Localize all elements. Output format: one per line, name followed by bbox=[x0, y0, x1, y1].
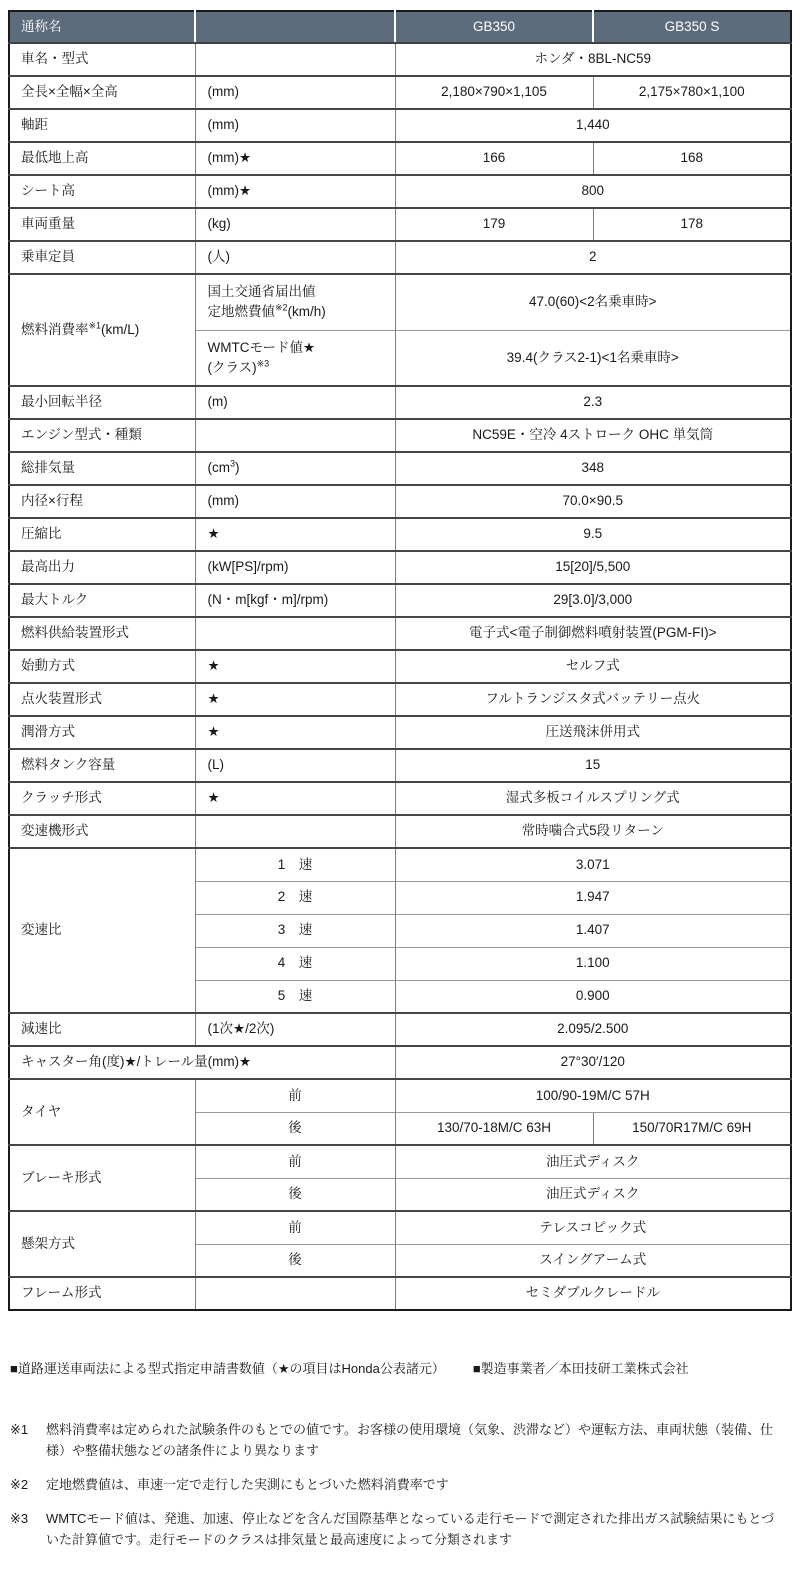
spec-table-body bbox=[9, 43, 791, 1310]
spec-cell-unit: ★ bbox=[195, 650, 395, 683]
source-notes bbox=[8, 1359, 791, 1379]
spec-cell-unit: (mm)★ bbox=[195, 142, 395, 175]
spec-cell-value: 常時噛合式5段リターン bbox=[395, 815, 791, 848]
spec-cell-value: 15 bbox=[395, 749, 791, 782]
spec-cell-value: 39.4(クラス2-1)<1名乗車時> bbox=[395, 330, 791, 386]
spec-cell-unit bbox=[195, 815, 395, 848]
spec-cell-label: エンジン型式・種類 bbox=[9, 419, 195, 452]
spec-cell-label: 内径×行程 bbox=[9, 485, 195, 518]
spec-cell-unit: (L) bbox=[195, 749, 395, 782]
table-row bbox=[9, 1145, 791, 1178]
table-row bbox=[9, 485, 791, 518]
spec-cell-value: 湿式多板コイルスプリング式 bbox=[395, 782, 791, 815]
spec-cell-label: 最大トルク bbox=[9, 584, 195, 617]
spec-cell-unit: (kg) bbox=[195, 208, 395, 241]
spec-cell-label: クラッチ形式 bbox=[9, 782, 195, 815]
table-row bbox=[9, 848, 791, 881]
table-row bbox=[9, 584, 791, 617]
spec-cell-value: 2.3 bbox=[395, 386, 791, 419]
footnote-3-text: WMTCモード値は、発進、加速、停止などを含んだ国際基準となっている走行モードで測定された排出ガス試験結果にもとづいた計算値です。走行モードのクラスは排気量と最高速度によって分類されます bbox=[46, 1510, 775, 1547]
spec-cell-sublabel: 前 bbox=[195, 1211, 395, 1244]
spec-cell-label: 変速比 bbox=[9, 848, 195, 1013]
spec-cell-value: 9.5 bbox=[395, 518, 791, 551]
table-row bbox=[9, 76, 791, 109]
spec-cell-unit: (人) bbox=[195, 241, 395, 274]
table-row bbox=[9, 175, 791, 208]
spec-cell-value: 130/70-18M/C 63H bbox=[395, 1112, 593, 1145]
spec-cell-sublabel: 5 速 bbox=[195, 980, 395, 1013]
spec-table-head bbox=[9, 11, 791, 43]
spec-cell-label: シート高 bbox=[9, 175, 195, 208]
spec-cell-value: 166 bbox=[395, 142, 593, 175]
spec-cell-value: 100/90-19M/C 57H bbox=[395, 1079, 791, 1112]
spec-cell-value: 0.900 bbox=[395, 980, 791, 1013]
spec-header-cell bbox=[195, 11, 395, 43]
spec-header-cell: GB350 S bbox=[593, 11, 791, 43]
spec-table bbox=[8, 10, 792, 1311]
table-row bbox=[9, 551, 791, 584]
spec-cell-unit: WMTCモード値★ (クラス)$^{※3}$ bbox=[195, 330, 395, 386]
spec-cell-label: 始動方式 bbox=[9, 650, 195, 683]
footnote-1-marker: ※1 bbox=[10, 1421, 29, 1437]
manufacturer-note: ■製造事業者／本田技研工業株式会社 bbox=[472, 1361, 689, 1376]
spec-cell-label: 点火装置形式 bbox=[9, 683, 195, 716]
spec-cell-label: 乗車定員 bbox=[9, 241, 195, 274]
table-row bbox=[9, 716, 791, 749]
footnote-2 bbox=[10, 1474, 791, 1495]
spec-cell-sublabel: 3 速 bbox=[195, 914, 395, 947]
spec-cell-unit: (1次★/2次) bbox=[195, 1013, 395, 1046]
table-row bbox=[9, 1079, 791, 1112]
spec-cell-value: 1.407 bbox=[395, 914, 791, 947]
table-row bbox=[9, 419, 791, 452]
spec-cell-label: 車名・型式 bbox=[9, 43, 195, 76]
spec-cell-sublabel: 1 速 bbox=[195, 848, 395, 881]
spec-cell-sublabel: 後 bbox=[195, 1244, 395, 1277]
spec-cell-unit: (mm)★ bbox=[195, 175, 395, 208]
table-row bbox=[9, 1046, 791, 1079]
spec-cell-unit: $(cm^3)$ bbox=[195, 452, 395, 485]
spec-cell-unit bbox=[195, 419, 395, 452]
footnote-1-text: 燃料消費率は定められた試験条件のもとでの値です。お客様の使用環境（気象、渋滞など）や運転方法、車両状態（装備、仕様）や整備状態などの諸条件により異なります bbox=[46, 1421, 773, 1458]
spec-cell-unit: ★ bbox=[195, 683, 395, 716]
spec-cell-unit bbox=[195, 1277, 395, 1310]
spec-cell-value: 2.095/2.500 bbox=[395, 1013, 791, 1046]
spec-cell-label: 潤滑方式 bbox=[9, 716, 195, 749]
spec-cell-value: 179 bbox=[395, 208, 593, 241]
spec-cell-label: フレーム形式 bbox=[9, 1277, 195, 1310]
spec-cell-sublabel: 後 bbox=[195, 1178, 395, 1211]
table-row bbox=[9, 650, 791, 683]
spec-cell-value: セミダブルクレードル bbox=[395, 1277, 791, 1310]
spec-cell-unit: (N・m[kgf・m]/rpm) bbox=[195, 584, 395, 617]
spec-cell-value: 電子式<電子制御燃料噴射装置(PGM-FI)> bbox=[395, 617, 791, 650]
spec-cell-value: フルトランジスタ式バッテリー点火 bbox=[395, 683, 791, 716]
spec-cell-label: 減速比 bbox=[9, 1013, 195, 1046]
spec-cell-unit: ★ bbox=[195, 518, 395, 551]
spec-cell-value: 168 bbox=[593, 142, 791, 175]
spec-cell-value: 1.947 bbox=[395, 881, 791, 914]
spec-cell-label: 最小回転半径 bbox=[9, 386, 195, 419]
table-row bbox=[9, 815, 791, 848]
spec-cell-sublabel: 2 速 bbox=[195, 881, 395, 914]
table-row bbox=[9, 1277, 791, 1310]
spec-cell-value: 2,180×790×1,105 bbox=[395, 76, 593, 109]
table-row bbox=[9, 241, 791, 274]
spec-cell-value: ホンダ・8BL-NC59 bbox=[395, 43, 791, 76]
spec-cell-value: 27°30′/120 bbox=[395, 1046, 791, 1079]
spec-cell-unit: ★ bbox=[195, 782, 395, 815]
spec-cell-sublabel: 前 bbox=[195, 1079, 395, 1112]
spec-cell-value: セルフ式 bbox=[395, 650, 791, 683]
spec-cell-label: 懸架方式 bbox=[9, 1211, 195, 1277]
spec-cell-sublabel: 前 bbox=[195, 1145, 395, 1178]
spec-cell-value: 油圧式ディスク bbox=[395, 1178, 791, 1211]
spec-cell-label: 最低地上高 bbox=[9, 142, 195, 175]
table-row bbox=[9, 1013, 791, 1046]
spec-cell-label: 燃料供給装置形式 bbox=[9, 617, 195, 650]
spec-cell-unit: (mm) bbox=[195, 109, 395, 142]
spec-cell-unit: ★ bbox=[195, 716, 395, 749]
spec-cell-value: 348 bbox=[395, 452, 791, 485]
spec-cell-unit bbox=[195, 43, 395, 76]
footnote-3 bbox=[10, 1508, 791, 1550]
spec-cell-label: 燃料タンク容量 bbox=[9, 749, 195, 782]
spec-cell-label: 燃料消費率$^{※1}$(km/L) bbox=[9, 274, 195, 386]
table-row bbox=[9, 109, 791, 142]
spec-cell-unit: 国土交通省届出値 定地燃費値$^{※2}$(km/h) bbox=[195, 274, 395, 330]
table-row bbox=[9, 782, 791, 815]
spec-cell-value: 油圧式ディスク bbox=[395, 1145, 791, 1178]
spec-cell-value: 1,440 bbox=[395, 109, 791, 142]
spec-cell-value: テレスコピック式 bbox=[395, 1211, 791, 1244]
table-row bbox=[9, 683, 791, 716]
footnote-1 bbox=[10, 1419, 791, 1461]
spec-cell-value: 70.0×90.5 bbox=[395, 485, 791, 518]
spec-header-cell: 通称名 bbox=[9, 11, 195, 43]
footnote-2-text: 定地燃費値は、車速一定で走行した実測にもとづいた燃料消費率です bbox=[46, 1476, 449, 1492]
spec-cell-value: 47.0(60)<2名乗車時> bbox=[395, 274, 791, 330]
spec-cell-label: ブレーキ形式 bbox=[9, 1145, 195, 1211]
table-header-row bbox=[9, 11, 791, 43]
spec-cell-sublabel: 後 bbox=[195, 1112, 395, 1145]
spec-cell-value: 圧送飛沫併用式 bbox=[395, 716, 791, 749]
spec-cell-label: キャスター角(度)★/トレール量(mm)★ bbox=[9, 1046, 395, 1079]
spec-cell-unit: (kW[PS]/rpm) bbox=[195, 551, 395, 584]
spec-cell-value: 150/70R17M/C 69H bbox=[593, 1112, 791, 1145]
spec-cell-value: 800 bbox=[395, 175, 791, 208]
spec-cell-label: タイヤ bbox=[9, 1079, 195, 1145]
table-row bbox=[9, 452, 791, 485]
spec-cell-value: スイングアーム式 bbox=[395, 1244, 791, 1277]
table-row bbox=[9, 749, 791, 782]
spec-cell-value: 178 bbox=[593, 208, 791, 241]
spec-cell-unit: (mm) bbox=[195, 76, 395, 109]
spec-cell-unit: (m) bbox=[195, 386, 395, 419]
spec-cell-value: NC59E・空冷 4ストローク OHC 単気筒 bbox=[395, 419, 791, 452]
spec-cell-label: 車両重量 bbox=[9, 208, 195, 241]
spec-cell-value: 3.071 bbox=[395, 848, 791, 881]
spec-cell-value: 29[3.0]/3,000 bbox=[395, 584, 791, 617]
spec-cell-unit: (mm) bbox=[195, 485, 395, 518]
table-row bbox=[9, 617, 791, 650]
footnotes bbox=[8, 1419, 791, 1550]
spec-cell-value: 1.100 bbox=[395, 947, 791, 980]
footnote-3-marker: ※3 bbox=[10, 1510, 29, 1526]
spec-cell-label: 軸距 bbox=[9, 109, 195, 142]
table-row bbox=[9, 518, 791, 551]
table-row bbox=[9, 208, 791, 241]
spec-cell-label: 圧縮比 bbox=[9, 518, 195, 551]
table-row bbox=[9, 142, 791, 175]
spec-cell-value: 15[20]/5,500 bbox=[395, 551, 791, 584]
table-row bbox=[9, 274, 791, 330]
spec-cell-label: 全長×全幅×全高 bbox=[9, 76, 195, 109]
table-row bbox=[9, 1211, 791, 1244]
spec-cell-label: 総排気量 bbox=[9, 452, 195, 485]
type-approval-note: ■道路運送車両法による型式指定申請書数値（★の項目はHonda公表諸元） bbox=[10, 1361, 445, 1376]
spec-cell-value: 2 bbox=[395, 241, 791, 274]
spec-cell-sublabel: 4 速 bbox=[195, 947, 395, 980]
spec-cell-value: 2,175×780×1,100 bbox=[593, 76, 791, 109]
table-row bbox=[9, 43, 791, 76]
spec-header-cell: GB350 bbox=[395, 11, 593, 43]
spec-cell-label: 変速機形式 bbox=[9, 815, 195, 848]
spec-cell-unit bbox=[195, 617, 395, 650]
table-row bbox=[9, 386, 791, 419]
spec-cell-label: 最高出力 bbox=[9, 551, 195, 584]
footnote-2-marker: ※2 bbox=[10, 1476, 29, 1492]
